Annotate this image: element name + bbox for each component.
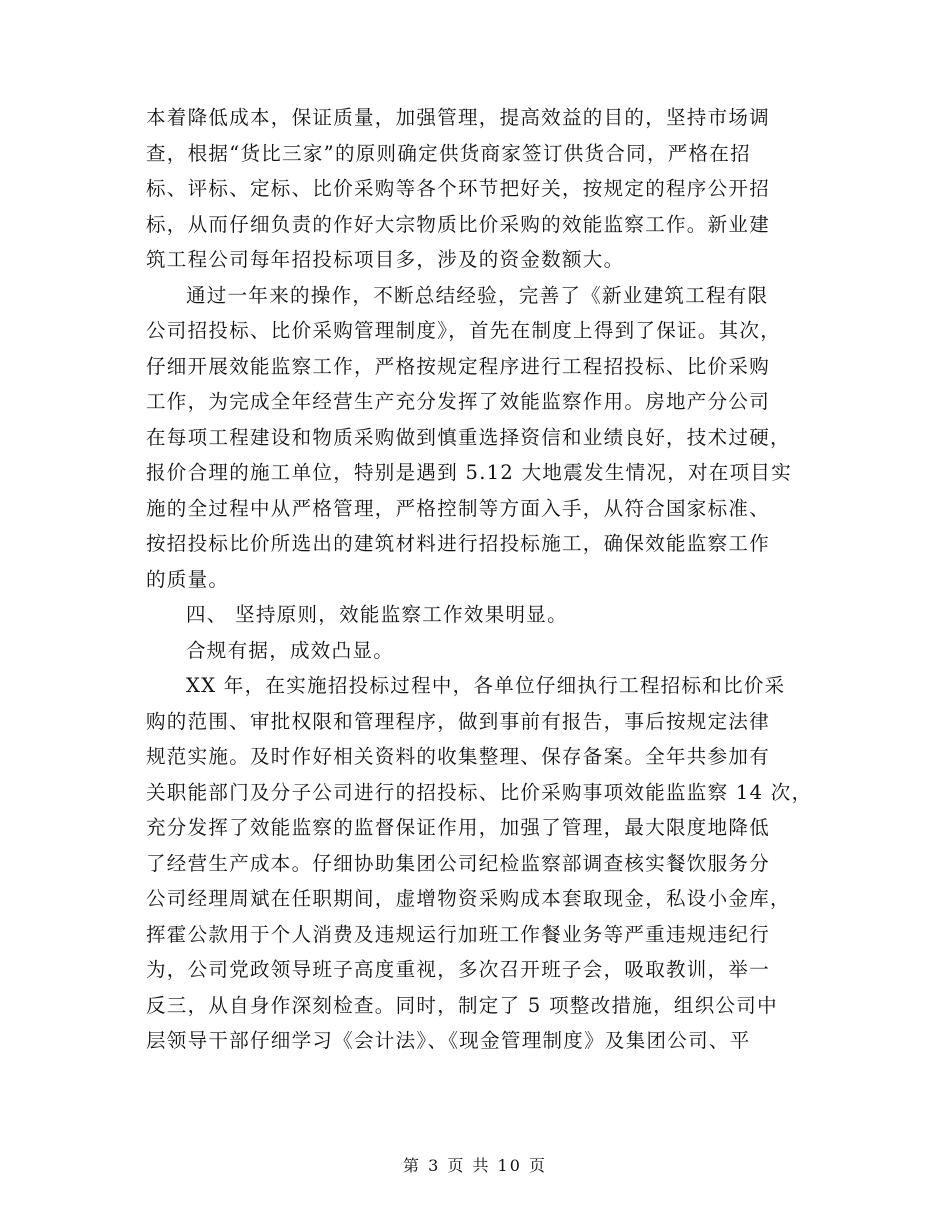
text-line: 公司招投标、比价采购管理制度》，首先在制度上得到了保证。其次， — [146, 319, 782, 342]
text-line: 规范实施。及时作好相关资料的收集整理、保存备案。全年共参加有 — [146, 745, 771, 768]
text-line: 充分发挥了效能监察的监督保证作用，加强了管理，最大限度地降低 — [146, 816, 771, 839]
text-line: 层领导干部仔细学习《会计法》、《现金管理制度》及集团公司、平 — [146, 1029, 751, 1052]
text-line: 标，从而仔细负责的作好大宗物质比价采购的效能监察工作。新业建 — [146, 212, 771, 236]
text-line: XX 年，在实施招投标过程中，各单位仔细执行工程招标和比价采 — [186, 674, 786, 697]
document-body — [146, 100, 826, 1059]
text-line: 公司经理周斌在任职期间，虚增物资采购成本套取现金，私设小金库， — [146, 887, 791, 910]
text-line: 本着降低成本，保证质量，加强管理，提高效益的目的，坚持市场调 — [146, 106, 771, 129]
text-line: 筑工程公司每年招投标项目多，涉及的资金数额大。 — [146, 248, 625, 271]
text-line: 报价合理的施工单位，特别是遇到 5.12 大地震发生情况，对在项目实 — [146, 461, 793, 484]
text-line: 挥霍公款用于个人消费及违规运行加班工作餐业务等严重违规违纪行 — [146, 922, 771, 946]
page-number-footer: 第 3 页 共 10 页 — [403, 1156, 547, 1175]
text-line: 反三，从自身作深刻检查。同时，制定了 5 项整改措施，组织公司中 — [146, 993, 778, 1017]
text-line: 在每项工程建设和物质采购做到慎重选择资信和业绩良好，技术过硬， — [146, 425, 791, 449]
section-heading: 四、 坚持原则，效能监察工作效果明显。 — [186, 603, 568, 626]
text-line: 的质量。 — [146, 567, 230, 591]
text-line: 工作，为完成全年经营生产充分发挥了效能监察作用。房地产分公司 — [146, 390, 771, 413]
text-line: 购的范围、审批权限和管理程序，做到事前有报告，事后按规定法律 — [146, 709, 771, 733]
text-line: 按招投标比价所选出的建筑材料进行招投标施工，确保效能监察工作 — [146, 532, 771, 555]
text-line: 合规有据，成效凸显。 — [186, 638, 395, 662]
text-line: 了经营生产成本。仔细协助集团公司纪检监察部调查核实餐饮服务分 — [146, 851, 771, 875]
text-line: 仔细开展效能监察工作，严格按规定程序进行工程招投标、比价采购 — [146, 354, 771, 378]
text-line: 通过一年来的操作，不断总结经验，完善了《新业建筑工程有限 — [186, 283, 769, 307]
text-line: 为，公司党政领导班子高度重视，多次召开班子会，吸取教训，举一 — [146, 958, 771, 981]
text-line: 查，根据“货比三家”的原则确定供货商家签订供货合同，严格在招 — [146, 141, 751, 165]
text-line: 标、评标、定标、比价采购等各个环节把好关，按规定的程序公开招 — [146, 177, 771, 200]
text-line: 关职能部门及分子公司进行的招投标、比价采购事项效能监监察 14 次， — [146, 780, 813, 804]
text-line: 施的全过程中从严格管理，严格控制等方面入手，从符合国家标准、 — [146, 496, 771, 520]
